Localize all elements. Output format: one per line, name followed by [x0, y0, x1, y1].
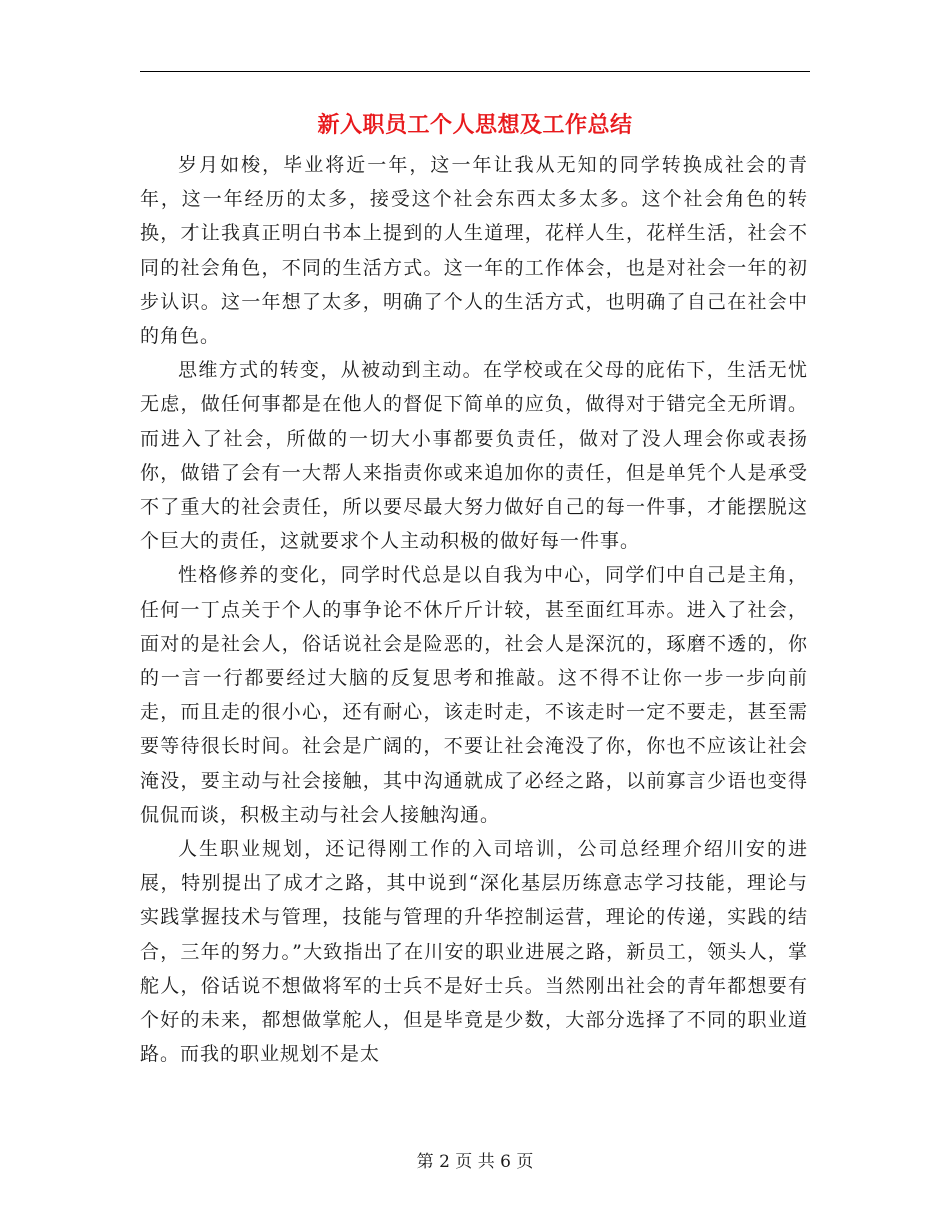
paragraph-1: 岁月如梭，毕业将近一年，这一年让我从无知的同学转换成社会的青年，这一年经历的太多，接受这个社会东西太多太多。这个社会角色的转换，才让我真正明白书本上提到的人生道理，花样人生，花样生活，社会不同的社会角色，不同的生活方式。这一年的工作体会，也是对社会一年的初步认识。这一年想了太多，明确了个人的生活方式，也明确了自己在社会中的角色。: [140, 154, 808, 348]
header-rule: [140, 71, 810, 72]
page-number: 第 2 页 共 6 页: [416, 1152, 534, 1172]
document-body: [140, 148, 808, 1071]
paragraph-2: 思维方式的转变，从被动到主动。在学校或在父母的庇佑下，生活无忧无虑，做任何事都是在他人的督促下简单的应负，做得对于错完全无所谓。而进入了社会，所做的一切大小事都要负责任，做对了没人理会你或表扬你，做错了会有一大帮人来指责你或来追加你的责任，但是单凭个人是承受不了重大的社会责任，所以要尽最大努力做好自己的每一件事，才能摆脱这个巨大的责任，这就要求个人主动积极的做好每一件事。: [140, 359, 808, 553]
paragraph-3: 性格修养的变化，同学时代总是以自我为中心，同学们中自己是主角，任何一丁点关于个人的事争论不休斤斤计较，甚至面红耳赤。进入了社会，面对的是社会人，俗话说社会是险恶的，社会人是深沉的，琢磨不透的，你的一言一行都要经过大脑的反复思考和推敲。这不得不让你一步一步向前走，而且走的很小心，还有耐心，该走时走，不该走时一定不要走，甚至需要等待很长时间。社会是广阔的，不要让社会淹没了你，你也不应该让社会淹没，要主动与社会接触，其中沟通就成了必经之路，以前寡言少语也变得侃侃而谈，积极主动与社会人接触沟通。: [140, 564, 808, 826]
document-title: 新入职员工个人思想及工作总结: [317, 112, 633, 138]
paragraph-4: 人生职业规划，还记得刚工作的入司培训，公司总经理介绍川安的进展，特别提出了成才之路，其中说到“深化基层历练意志学习技能，理论与实践掌握技术与管理，技能与管理的升华控制运营，理论的传递，实践的结合，三年的努力。”大致指出了在川安的职业进展之路，新员工，领头人，掌舵人，俗话说不想做将军的士兵不是好士兵。当然刚出社会的青年都想要有个好的未来，都想做掌舵人，但是毕竟是少数，大部分选择了不同的职业道路。而我的职业规划不是太: [140, 838, 808, 1066]
